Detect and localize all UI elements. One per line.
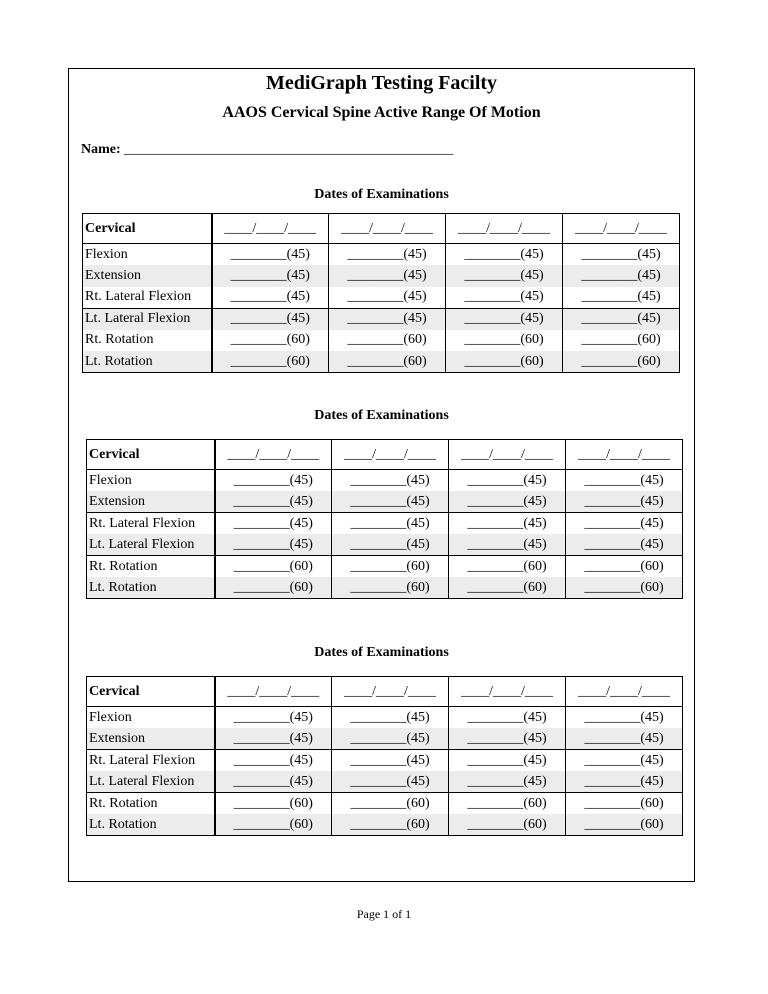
date-field-2[interactable]: ____/____/____ [329,214,446,244]
value-field[interactable]: ________(45) [563,287,680,309]
row-label: Rt. Rotation [83,330,212,352]
value-field[interactable]: ________(45) [215,491,332,513]
value-field[interactable]: ________(45) [566,513,683,535]
row-label: Extension [87,728,215,750]
value-field[interactable]: ________(45) [332,470,449,492]
header-cervical: Cervical [87,677,215,707]
value-field[interactable]: ________(60) [449,793,566,815]
table-row [83,265,680,287]
table-row [83,287,680,309]
value-field[interactable]: ________(45) [329,308,446,330]
value-field[interactable]: ________(60) [215,577,332,599]
row-label: Extension [83,265,212,287]
value-field[interactable]: ________(60) [212,330,329,352]
value-field[interactable]: ________(45) [332,534,449,556]
table-row [87,771,683,793]
value-field[interactable]: ________(60) [566,577,683,599]
value-field[interactable]: ________(45) [446,287,563,309]
table-row [87,793,683,815]
value-field[interactable]: ________(45) [332,513,449,535]
section-title-3: Dates of Examinations [314,645,449,660]
value-field[interactable]: ________(45) [215,513,332,535]
table-row [83,244,680,266]
row-label: Flexion [83,244,212,266]
value-field[interactable]: ________(45) [563,308,680,330]
date-field-3[interactable]: ____/____/____ [446,214,563,244]
value-field[interactable]: ________(45) [449,750,566,772]
table-row [87,534,683,556]
value-field[interactable]: ________(45) [215,470,332,492]
row-label: Lt. Rotation [83,351,212,373]
value-field[interactable]: ________(60) [215,556,332,578]
row-label: Rt. Lateral Flexion [87,513,215,535]
exam-table-2 [86,439,683,599]
value-field[interactable]: ________(60) [566,556,683,578]
value-field[interactable]: ________(45) [329,265,446,287]
value-field[interactable]: ________(45) [449,513,566,535]
value-field[interactable]: ________(60) [566,793,683,815]
value-field[interactable]: ________(45) [446,244,563,266]
value-field[interactable]: ________(60) [332,577,449,599]
value-field[interactable]: ________(60) [449,556,566,578]
value-field[interactable]: ________(60) [449,814,566,836]
value-field[interactable]: ________(45) [332,728,449,750]
value-field[interactable]: ________(45) [566,491,683,513]
value-field[interactable]: ________(45) [212,287,329,309]
table-row [87,513,683,535]
date-field-3[interactable]: ____/____/____ [449,440,566,470]
value-field[interactable]: ________(60) [566,814,683,836]
value-field[interactable]: ________(45) [449,491,566,513]
value-field[interactable]: ________(45) [215,728,332,750]
row-label: Rt. Rotation [87,556,215,578]
value-field[interactable]: ________(45) [449,534,566,556]
document-title: MediGraph Testing Facilty [265,72,498,94]
value-field[interactable]: ________(45) [446,265,563,287]
row-label: Lt. Lateral Flexion [87,534,215,556]
section-title-1: Dates of Examinations [314,187,449,202]
exam-table-1 [82,213,680,373]
value-field[interactable]: ________(60) [446,330,563,352]
value-field[interactable]: ________(60) [215,814,332,836]
row-label: Lt. Lateral Flexion [83,308,212,330]
date-field-4[interactable]: ____/____/____ [563,214,680,244]
value-field[interactable]: ________(60) [449,577,566,599]
value-field[interactable]: ________(45) [332,491,449,513]
value-field[interactable]: ________(60) [212,351,329,373]
value-field[interactable]: ________(45) [449,707,566,729]
row-label: Lt. Rotation [87,814,215,836]
value-field[interactable]: ________(45) [332,750,449,772]
value-field[interactable]: ________(60) [332,814,449,836]
value-field[interactable]: ________(45) [329,287,446,309]
table-row [87,750,683,772]
name-blank[interactable]: _______________________________________________ [124,142,454,157]
value-field[interactable]: ________(45) [449,470,566,492]
table-row [87,814,683,836]
table-row [87,707,683,729]
table-row [83,308,680,330]
value-field[interactable]: ________(45) [212,244,329,266]
table-row [87,728,683,750]
value-field[interactable]: ________(45) [215,771,332,793]
row-label: Rt. Lateral Flexion [83,287,212,309]
value-field[interactable]: ________(45) [566,728,683,750]
row-label: Lt. Rotation [87,577,215,599]
table-row [83,330,680,352]
row-label: Lt. Lateral Flexion [87,771,215,793]
section-title-2: Dates of Examinations [314,408,449,423]
date-field-4[interactable]: ____/____/____ [566,440,683,470]
value-field[interactable]: ________(45) [566,534,683,556]
value-field[interactable]: ________(60) [563,330,680,352]
value-field[interactable]: ________(45) [215,534,332,556]
exam-table-3 [86,676,683,836]
header-cervical: Cervical [87,440,215,470]
value-field[interactable]: ________(45) [215,707,332,729]
table-header-row [87,677,683,707]
row-label: Flexion [87,470,215,492]
value-field[interactable]: ________(45) [566,707,683,729]
value-field[interactable]: ________(45) [563,265,680,287]
date-field-2[interactable]: ____/____/____ [332,440,449,470]
page-number: Page 1 of 1 [356,907,412,921]
value-field[interactable]: ________(60) [215,793,332,815]
table-header-row [83,214,680,244]
value-field[interactable]: ________(45) [332,771,449,793]
table-row [83,351,680,373]
value-field[interactable]: ________(45) [212,308,329,330]
row-label: Rt. Rotation [87,793,215,815]
table-row [87,577,683,599]
date-field-2[interactable]: ____/____/____ [332,677,449,707]
row-label: Extension [87,491,215,513]
date-field-1[interactable]: ____/____/____ [215,440,332,470]
value-field[interactable]: ________(60) [332,793,449,815]
name-label: Name: [81,142,121,157]
value-field[interactable]: ________(60) [563,351,680,373]
date-field-4[interactable]: ____/____/____ [566,677,683,707]
value-field[interactable]: ________(45) [566,771,683,793]
value-field[interactable]: ________(45) [563,244,680,266]
value-field[interactable]: ________(45) [566,470,683,492]
value-field[interactable]: ________(45) [329,244,446,266]
table-row [87,470,683,492]
date-field-1[interactable]: ____/____/____ [212,214,329,244]
value-field[interactable]: ________(45) [332,707,449,729]
value-field[interactable]: ________(60) [446,351,563,373]
name-field[interactable] [81,142,453,158]
date-field-1[interactable]: ____/____/____ [215,677,332,707]
value-field[interactable]: ________(60) [329,351,446,373]
date-field-3[interactable]: ____/____/____ [449,677,566,707]
value-field[interactable]: ________(45) [566,750,683,772]
table-header-row [87,440,683,470]
value-field[interactable]: ________(45) [212,265,329,287]
value-field[interactable]: ________(45) [449,728,566,750]
table-row [87,556,683,578]
value-field[interactable]: ________(60) [332,556,449,578]
row-label: Rt. Lateral Flexion [87,750,215,772]
table-row [87,491,683,513]
row-label: Flexion [87,707,215,729]
value-field[interactable]: ________(60) [329,330,446,352]
header-cervical: Cervical [83,214,212,244]
document-subtitle: AAOS Cervical Spine Active Range Of Motion [222,104,541,121]
value-field[interactable]: ________(45) [449,771,566,793]
value-field[interactable]: ________(45) [446,308,563,330]
value-field[interactable]: ________(45) [215,750,332,772]
